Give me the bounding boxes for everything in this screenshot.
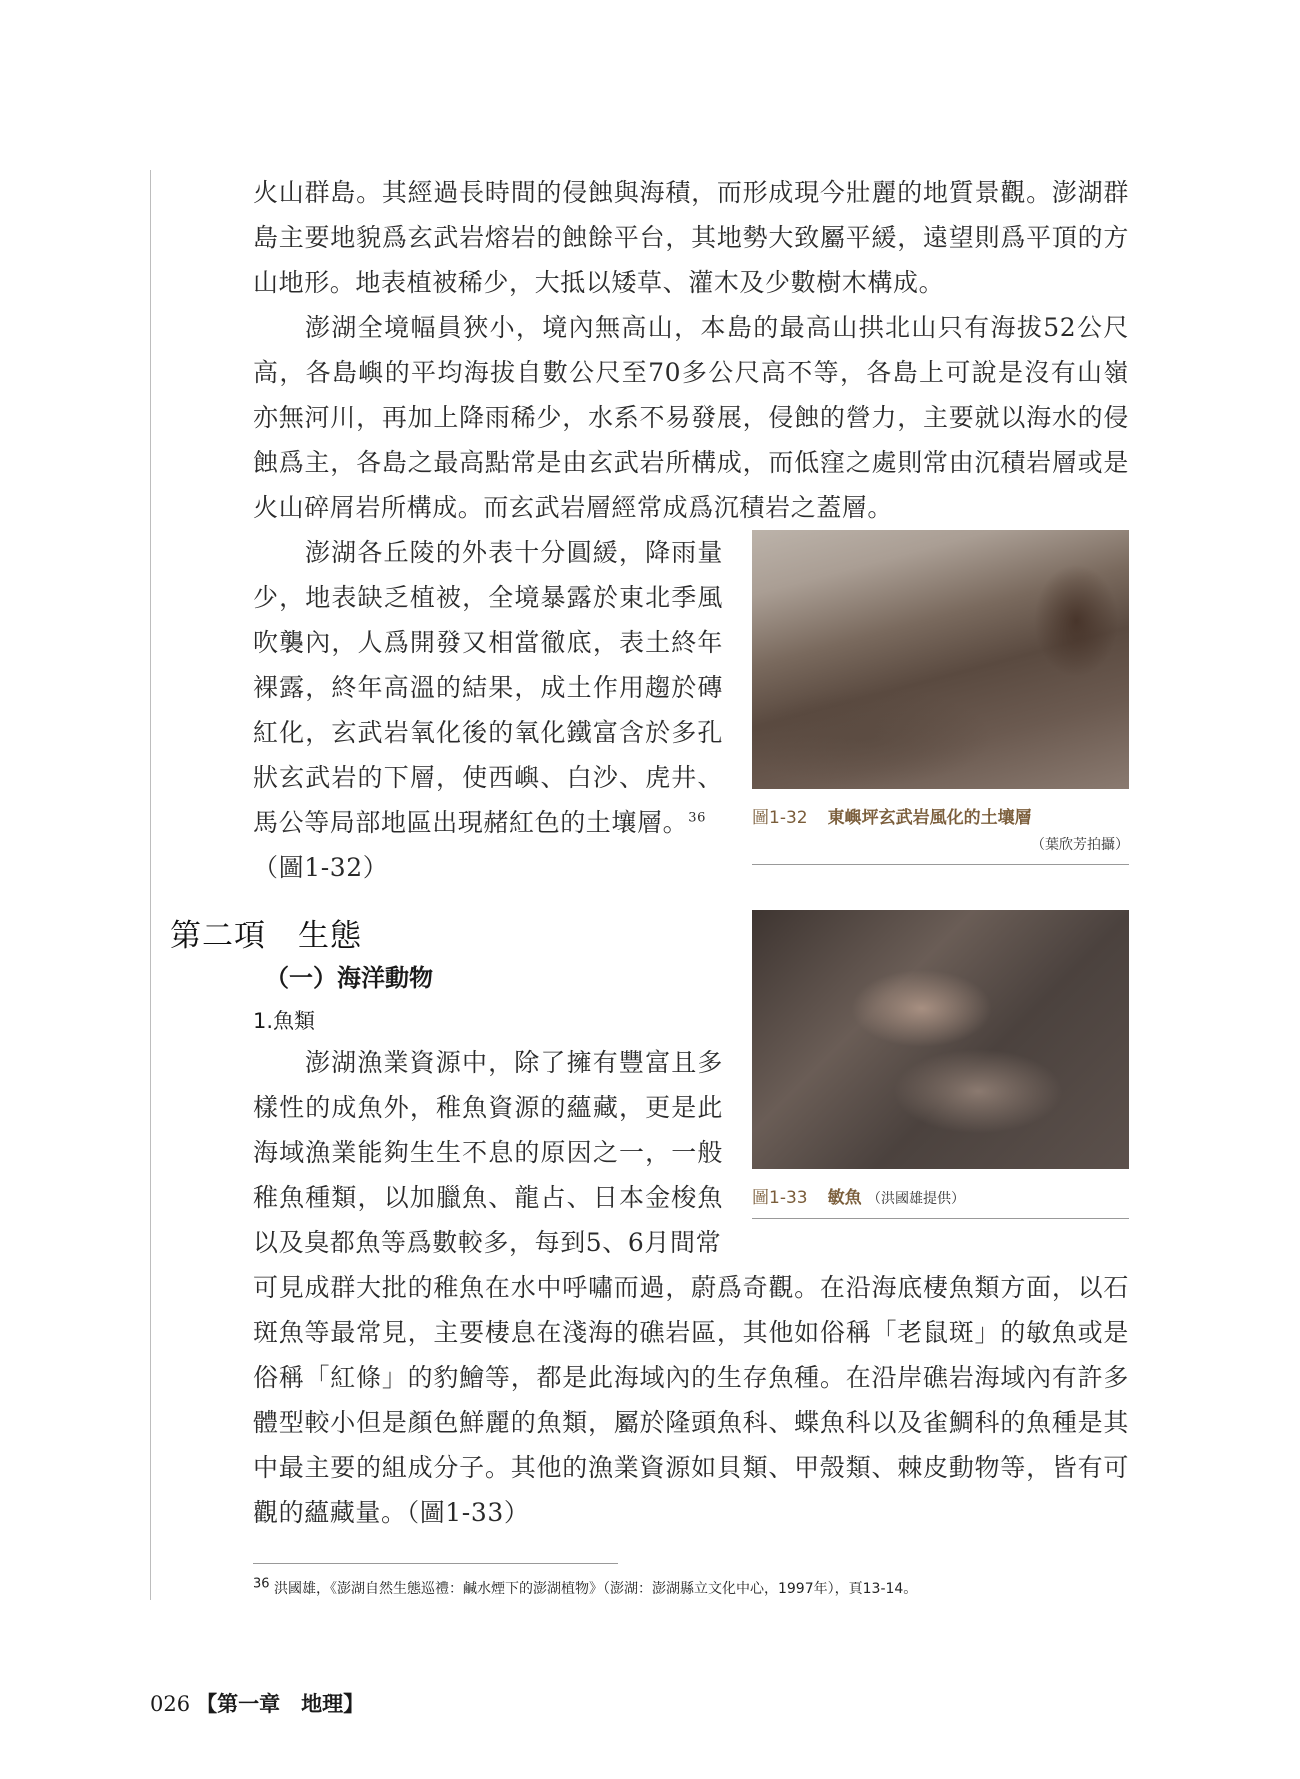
paragraph-geology-intro: 火山群島。其經過長時間的侵蝕與海積，而形成現今壯麗的地質景觀。澎湖群島主要地貌爲玄武岩熔岩的蝕餘平台，其地勢大致屬平緩，遠望則爲平頂的方山地形。地表植被稀少，大抵以矮草、灌木及少數樹木構成。 [253, 178, 1129, 297]
footnote-divider [253, 1563, 618, 1564]
margin-rule [150, 170, 151, 1600]
figure-credit: （葉欣芳拍攝） [1031, 837, 1129, 853]
footnote-text: 洪國雄，《澎湖自然生態巡禮：鹹水煙下的澎湖植物》（澎湖：澎湖縣立文化中心，1997年），頁13-14。 [274, 1581, 918, 1597]
figure-title: 東嶼坪玄武岩風化的土壤層 [827, 808, 1032, 828]
paragraph-terrain: 澎湖全境幅員狹小，境內無高山，本島的最高山拱北山只有海拔52公尺高，各島嶼的平均海拔自數公尺至70多公尺高不等，各島上可說是沒有山嶺亦無河川，再加上降雨稀少，水系不易發展，侵蝕的營力，主要就以海水的侵蝕爲主，各島之最高點常是由玄武岩所構成，而低窪之處則常由沉積岩層或是火山碎屑岩所構成。而玄武岩層經常成爲沉積岩之蓋層。 [253, 313, 1129, 522]
subsection-heading: （一）海洋動物 [265, 963, 433, 992]
figure-1-33 [752, 910, 1129, 1219]
figure-divider [752, 864, 1129, 865]
paragraph-fish-species: 可見成群大批的稚魚在水中呼嘯而過，蔚爲奇觀。在沿海底棲魚類方面，以石斑魚等最常見，主要棲息在淺海的礁岩區，其他如俗稱「老鼠斑」的敏魚或是俗稱「紅條」的豹鱠等，都是此海域內的生存魚種。在沿岸礁岩海域內有許多體型較小但是顏色鮮麗的魚類，屬於隆頭魚科、蝶魚科以及雀鯛科的魚種是其中最主要的組成分子。其他的漁業資源如貝類、甲殼類、棘皮動物等，皆有可觀的蘊藏量。（圖1-33） [253, 1273, 1129, 1527]
figure-number: 圖1-33 [752, 1188, 808, 1208]
figure-caption [752, 1183, 1129, 1208]
section-heading: 第二項 生態 [170, 918, 362, 954]
paragraph-fish-intro: 澎湖漁業資源中，除了擁有豐富且多樣性的成魚外，稚魚資源的蘊藏，更是此海域漁業能夠生生不息的原因之一，一般稚魚種類，以加臘魚、龍占、日本金梭魚以及臭都魚等爲數較多，每到5、6月間常 [253, 1048, 723, 1257]
footnote-number: 36 [253, 1576, 270, 1592]
figure-credit: （洪國雄提供） [867, 1191, 965, 1207]
paragraph-soil-text: 澎湖各丘陵的外表十分圓緩，降雨量少，地表缺乏植被，全境暴露於東北季風吹襲內，人爲開發又相當徹底，表土終年裸露，終年高溫的結果，成土作用趨於磚紅化，玄武岩氧化後的氧化鐵富含於多孔狀玄武岩的下層，使西嶼、白沙、虎井、馬公等局部地區出現赭紅色的土壤層。 [253, 538, 723, 837]
figure-number: 圖1-32 [752, 808, 808, 828]
figure-ref: （圖1-32） [253, 853, 389, 882]
paragraph-soil [253, 530, 723, 890]
item-heading: 1.魚類 [253, 1009, 316, 1033]
page-footer [150, 1688, 364, 1718]
figure-divider [752, 1218, 1129, 1219]
footnote [253, 1578, 917, 1598]
page-number: 026 [150, 1692, 191, 1716]
figure-1-32 [752, 530, 1129, 865]
footnote-ref[interactable]: 36 [688, 810, 706, 826]
basalt-soil-photo [752, 530, 1129, 789]
chapter-title: 【第一章 地理】 [196, 1691, 365, 1716]
figure-title: 敏魚 [827, 1188, 862, 1208]
figure-caption [752, 803, 1129, 828]
fish-photo [752, 910, 1129, 1169]
